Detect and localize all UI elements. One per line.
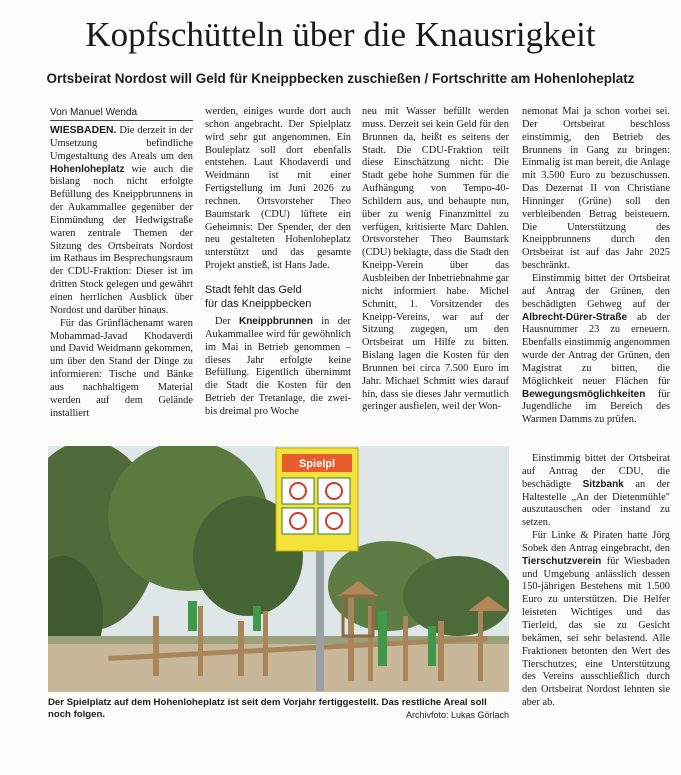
paragraph <box>205 316 351 419</box>
text: Für Linke & Piraten hatte Jörg Sobek den Antrag eingebracht, den <box>522 530 670 554</box>
headline: Kopfschütteln über die Knausrigkeit <box>85 15 596 54</box>
column-4 <box>522 106 670 427</box>
text: Die derzeit in der Umsetzung befindliche Umgestaltung des Areals um den <box>50 125 193 162</box>
caption-text: Der Spielplatz auf dem Hohenloheplatz ist seit dem Vorjahr fertiggestellt. Das restliche Areal soll noch folgen. <box>48 697 487 720</box>
column-2 <box>205 106 351 419</box>
paragraph: werden, einiges wurde dort auch schon angebracht. Der Spielplatz wird sehr gut angenommen. Ein Bouleplatz soll dort ebenfalls entstehen. Laut Khodaverdi und Weidmann ist mit einer Fertigstellung im Juni 2026 zu rechnen. Ortsvorsteher Theo Baumstark (CDU) lüftete ein Geheimnis: Der Spender, der den neu gestalteten Hohenloheplatz unterstützt und das gesamte Projekt anstieß, ist Hans Jade. <box>205 106 351 272</box>
bold-term: Hohenloheplatz <box>50 163 125 175</box>
subheadline: Ortsbeirat Nordost will Geld für Kneippbecken zuschießen / Fortschritte am Hohenloheplatz <box>46 71 635 86</box>
text: wie auch die bislang noch nicht erfolgte Befüllung des Kneippbrunnens in der Aukammallee gegenüber der Einmündung der Hedwigstraße waren zentrale Themen der Sitzung des Ortsbeirats Nordost im Rathaus im Besprechungsraum der CDU-Fraktion: Dieser ist im dritten Stock gelegen und gewährt einen herrlichen Ausblick über Nordost und darüber hinaus. <box>50 163 193 316</box>
text: für Jugendliche im Bereich des Warmen Damms zu prüfen. <box>522 388 670 426</box>
paragraph: neu mit Wasser befüllt werden muss. Derzeit sei kein Geld für den Brunnen da, heißt es seitens der Stadt. Die CDU-Fraktion teilt diese Einschätzung nicht: Die Stadt gebe hohe Summen für die Aufhängung von Tempo-40-Schildern aus, und behaupte nun, über zu wenig Finanzmittel zu verfügen, kritisierte Marc Dahlen. Ortsvorsteher Theo Baumstark (CDU) beklagte, dass die Stadt den Kneipp-Verein über das Ausbleiben der Inbetriebnahme gar nicht informiert habe. Michel Schmitt, 1. Vorsitzender des Kneipp-Vereins, war auf der Sitzung zugegen, um den Ortsbeirat um Hilfe zu bitten. Bislang lagen die Kosten für den Brunnen bei circa 7.500 Euro im Jahr. Michael Schmitt wies darauf hin, dass sie dieses Jahr vermutlich geringer ausfielen, weil der Won- <box>362 106 509 413</box>
text: Der <box>215 315 239 327</box>
bold-term: Bewegungsmöglichkeiten <box>522 388 646 400</box>
dateline: WIESBADEN. <box>50 125 117 136</box>
byline: Von Manuel Wenda <box>50 106 193 121</box>
paragraph <box>50 125 193 318</box>
bold-term: Tierschutzverein <box>522 555 602 567</box>
text: für Wiesbaden und Umgebung anlässlich dessen 150-jährigen Bestehens mit 1.500 Euro zu unterstützen. Die Helfer leisteten Wichtiges und das Tierleid, das sie zu Gesicht bekämen, sei sehr belastend. Alle Fraktionen betonten den Wert des Tierschutzes; eine Unterstützung des Vereins ausschließlich durch den Ortsbeirat Nordost lehnten sie aber ab. <box>522 555 670 709</box>
column-4-continued <box>522 453 670 710</box>
bold-term: Kneippbrunnen <box>238 315 313 327</box>
text: Einstimmig bittet der Ortsbeirat auf Antrag der CDU, die beschädigte <box>522 453 670 490</box>
text: Einstimmig bittet der Ortsbeirat auf Antrag der Grünen, den beschädigten Gehweg auf der <box>522 272 670 310</box>
playground-photo <box>48 446 509 692</box>
column-1 <box>50 106 193 420</box>
photo-caption <box>48 697 509 721</box>
intertitle <box>205 283 351 311</box>
text: ab der Hausnummer 23 zu erneuern. Ebenfalls einstimmig angenommen wurde der Antrag der Grünen, den Magistrat zu bitten, die Möglichkeit neuer Flächen für <box>522 311 670 387</box>
paragraph <box>522 273 670 427</box>
text: in der Aukammallee wird für gewöhnlich im Mai in Betrieb genommen – dieses Jahr erfolgte keine Befüllung. Eigentlich übernimmt die Stadt die Kosten für den Betrieb der Tretanlage, die zwei- bis dreimal pro Woche <box>205 315 351 417</box>
bold-term: Sitzbank <box>582 478 624 490</box>
column-3 <box>362 106 509 414</box>
text: an der Haltestelle „An der Dietenmühle" auszutauschen oder instand zu setzen. <box>522 478 670 529</box>
intertitle-line: für das Kneippbecken <box>205 297 312 310</box>
intertitle-line: Stadt fehlt das Geld <box>205 283 302 296</box>
paragraph: Für das Grünflächenamt waren Mohammad-Javad Khodaverdi und David Weidmann gekommen, um über den Stand der Dinge zu informieren: Tische und Bänke aus nachhaltigem Material werden auf dem Gelände installiert <box>50 317 193 419</box>
paragraph <box>522 453 670 530</box>
bold-term: Albrecht-Dürer-Straße <box>522 311 628 323</box>
paragraph: nemonat Mai ja schon vorbei sei. Der Ortsbeirat beschloss einstimmig, den Betrieb des Brunnens in Gang zu bringen: Einmalig ist man bereit, die Anlage mit 3.500 Euro zu bezuschussen. Das Dezernat II von Christiane Hinninger (Grüne) soll den verbleibenden Betrag beisteuern. Die Unterstützung des Kneippbrunnens durch den Ortsbeirat ist auf das Jahr 2025 beschränkt. <box>522 106 670 272</box>
photo-credit: Archivfoto: Lukas Görlach <box>405 710 509 720</box>
paragraph <box>522 530 670 710</box>
sign-text: Spielpl <box>298 458 336 470</box>
